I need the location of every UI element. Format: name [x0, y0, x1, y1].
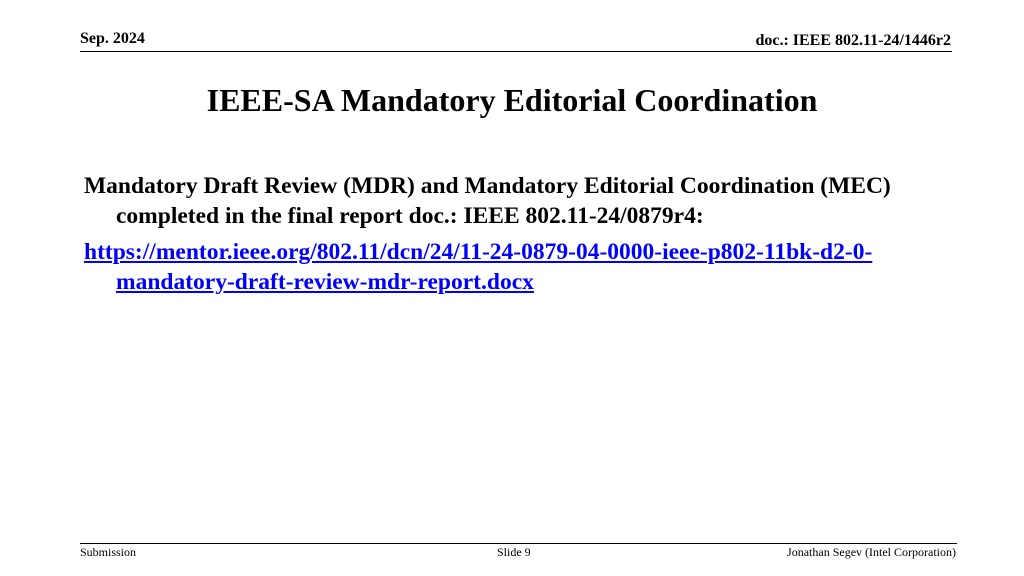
- slide-title: IEEE-SA Mandatory Editorial Coordination: [206, 82, 818, 118]
- footer-divider: [80, 543, 957, 544]
- body-link-paragraph: [84, 237, 964, 297]
- slide-body: [84, 171, 964, 303]
- footer-author: Jonathan Segev (Intel Corporation): [787, 545, 956, 559]
- footer-slide-number: Slide 9: [497, 545, 531, 559]
- footer-submission: Submission: [80, 545, 137, 559]
- body-paragraph: Mandatory Draft Review (MDR) and Mandatory Editorial Coordination (MEC) completed in the final report doc.: IEEE 802.11-24/0879r4:: [84, 173, 891, 229]
- header-document-id: doc.: IEEE 802.11-24/1446r2: [755, 32, 951, 49]
- header-date: Sep. 2024: [80, 30, 145, 47]
- header-divider: [80, 51, 952, 52]
- report-link[interactable]: https://mentor.ieee.org/802.11/dcn/24/11-24-0879-04-0000-ieee-p802-11bk-d2-0-mandatory-draft-review-mdr-report.docx: [84, 239, 873, 295]
